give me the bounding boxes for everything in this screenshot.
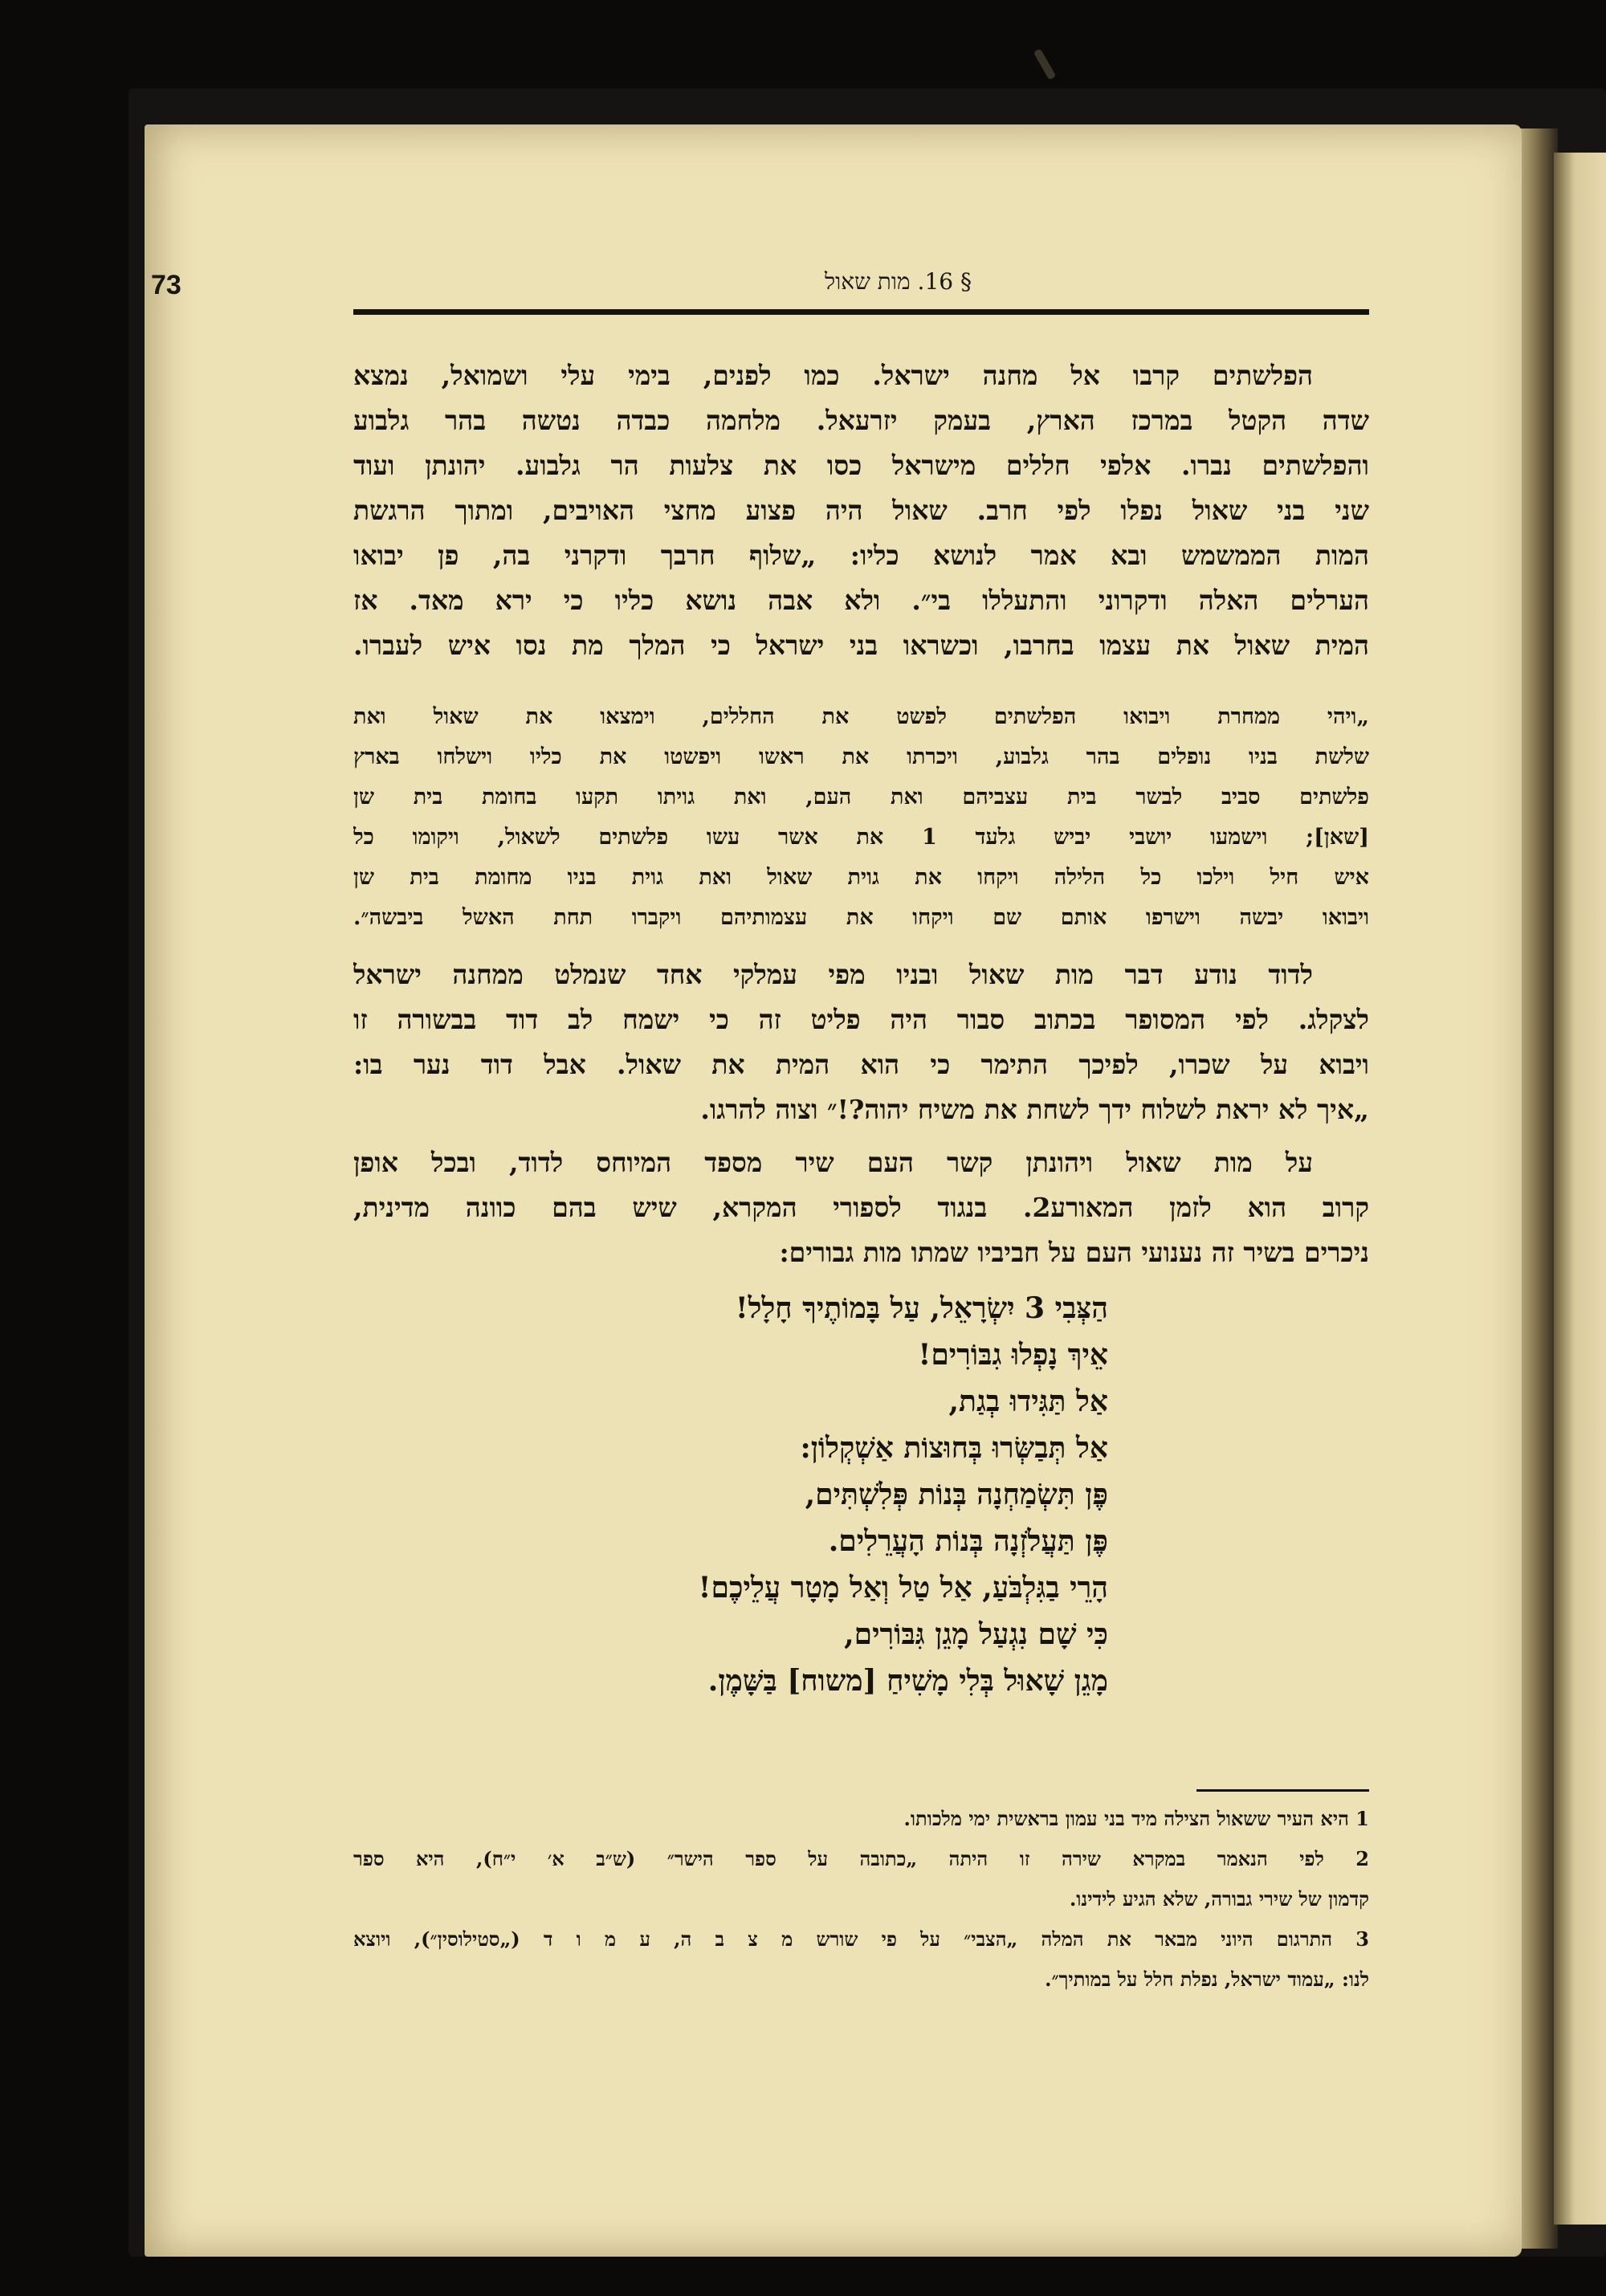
footnotes [353, 1799, 1369, 2000]
text-line: ויבוא על שכרו, לפיכך התימר כי הוא המית את שאול. אבל דוד נער בו: [353, 1049, 1369, 1080]
text-line: המות הממשמש ובא אמר לנושא כליו: „שלוף חרבך ודקרני בה, פן יבואו [353, 540, 1369, 571]
text-line: המית שאול את עצמו בחרבו, וכשראו בני ישראל כי המלך מת נסו איש לעברו. [353, 630, 1369, 661]
text-line: על מות שאול ויהונתן קשר העם שיר מספד המיוחס לדוד, ובכל אופן [353, 1147, 1313, 1178]
quote-line: [שאן]; וישמעו יושבי יביש גלעד 1 את אשר עשו פלשתים לשאול, ויקומו כל [353, 825, 1369, 850]
text-line: שדה הקטל במרכז הארץ, בעמק יזרעאל. מלחמה כבדה נטשה בהר גלבוע [353, 405, 1369, 436]
text-line: שני בני שאול נפלו לפי חרב. שאול היה פצוע מחצי האויבים, ומתוך הרגשת [353, 495, 1369, 526]
footnote-3-cont: לנו: „עמוד ישראל, נפלת חלל על במותיך״. [1045, 1968, 1369, 1991]
quote-line: שלשת בניו נופלים בהר גלבוע, ויכרתו את ראשו ויפשטו את כליו וישלחו בארץ [353, 744, 1369, 769]
poem-line: מָגֵן שָׁאוּל בְּלִי מָשִׁיחַ [משוח] בַּשָּׁמֶן. [707, 1664, 1108, 1698]
footnote-rule [1196, 1789, 1369, 1792]
lament-poem [610, 1285, 1108, 1704]
header-rule [353, 309, 1369, 315]
quote-line: פלשתים סביב לבשר בית עצביהם ואת העם, ואת גויתו תקעו בחומת בית שן [353, 785, 1369, 810]
page-number: 73 [151, 270, 181, 300]
biblical-quote [353, 697, 1369, 938]
text-line: לדוד נודע דבר מות שאול ובניו מפי עמלקי אחד שנמלט ממחנה ישראל [353, 959, 1313, 990]
footnote-2-cont: קדמון של שירי גבורה, שלא הגיע לידינו. [1069, 1887, 1369, 1911]
footnote-2: 2 לפי הנאמר במקרא שירה זו היתה „כתובה על ספר הישר״ (ש״ב א׳ י״ח), היא ספר [353, 1847, 1369, 1870]
paragraph-3 [353, 1140, 1369, 1275]
poem-line: אַל תְּבַשְּׂרוּ בְּחוּצוֹת אַשְׁקְלוֹן: [800, 1431, 1108, 1465]
text-line: ניכרים בשיר זה נענועי העם על חביביו שמתו מות גבורים: [779, 1237, 1369, 1268]
text-line: קרוב הוא לזמן המאורע2. בנגוד לספורי המקרא, שיש בהם כוונה מדינית, [353, 1192, 1369, 1223]
poem-line: כִּי שָׁם נִגְעַל מָגֵן גִּבּוֹרִים, [844, 1617, 1108, 1651]
poem-line: הָרֵי בַגִּלְבֹּעַ, אַל טַל וְאַל מָטָר עֲלֵיכֶם! [698, 1571, 1108, 1605]
text-line: „איך לא יראת לשלוח ידך לשחת את משיח יהוה?!״ וצוה להרגו. [700, 1094, 1369, 1125]
footnote-1: 1 היא העיר ששאול הצילה מיד בני עמון בראשית ימי מלכותו. [903, 1807, 1369, 1830]
poem-line: אֵיךְ נָפְלוּ גִבּוֹרִים! [918, 1338, 1108, 1372]
facing-page-edge [1554, 153, 1606, 2225]
dust-mark [1033, 48, 1057, 80]
quote-line: איש חיל וילכו כל הלילה ויקחו את גוית שאול ואת גוית בניו מחומת בית שן [353, 865, 1369, 890]
text-line: והפלשתים נברו. אלפי חללים מישראל כסו את צלעות הר גלבוע. יהונתן ועוד [353, 450, 1369, 481]
poem-line: פֶּן תִּשְׂמַחְנָה בְּנוֹת פְּלִשְׁתִּים, [805, 1478, 1108, 1511]
quote-line: ויבואו יבשה וישרפו אותם שם ויקחו את עצמותיהם ויקברו תחת האשל ביבשה״. [353, 905, 1369, 930]
poem-line: אַל תַּגִּידוּ בְגַת, [948, 1385, 1108, 1418]
text-line: לצקלג. לפי המסופר בכתוב סבור היה פליט זה כי ישמח לב דוד בבשורה זו [353, 1004, 1369, 1035]
quote-line: „ויהי ממחרת ויבואו הפלשתים לפשט את החללים, וימצאו את שאול ואת [353, 704, 1369, 729]
poem-line: פֶּן תַּעֲלֹזְנָה בְּנוֹת הָעֲרֵלִים. [828, 1524, 1108, 1558]
text-line: הפלשתים קרבו אל מחנה ישראל. כמו לפנים, בימי עלי ושמואל, נמצא [353, 360, 1313, 391]
paragraph-1 [353, 353, 1369, 668]
poem-line: הַצְּבִי 3 יִשְׂרָאֵל, עַל בָּמוֹתֶיךָ חָלָל! [735, 1291, 1108, 1325]
text-line: הערלים האלה ודקרוני והתעללו בי״. ולא אבה נושא כליו כי ירא מאד. אז [353, 585, 1369, 616]
paragraph-2 [353, 952, 1369, 1132]
running-head: § 16. מות שאול [825, 268, 972, 295]
footnote-3: 3 התרגום היוני מבאר את המלה „הצבי״ על פי שורש מ צ ב ה, ע מ ו ד („סטילוסין״), ויוצא [353, 1927, 1369, 1951]
